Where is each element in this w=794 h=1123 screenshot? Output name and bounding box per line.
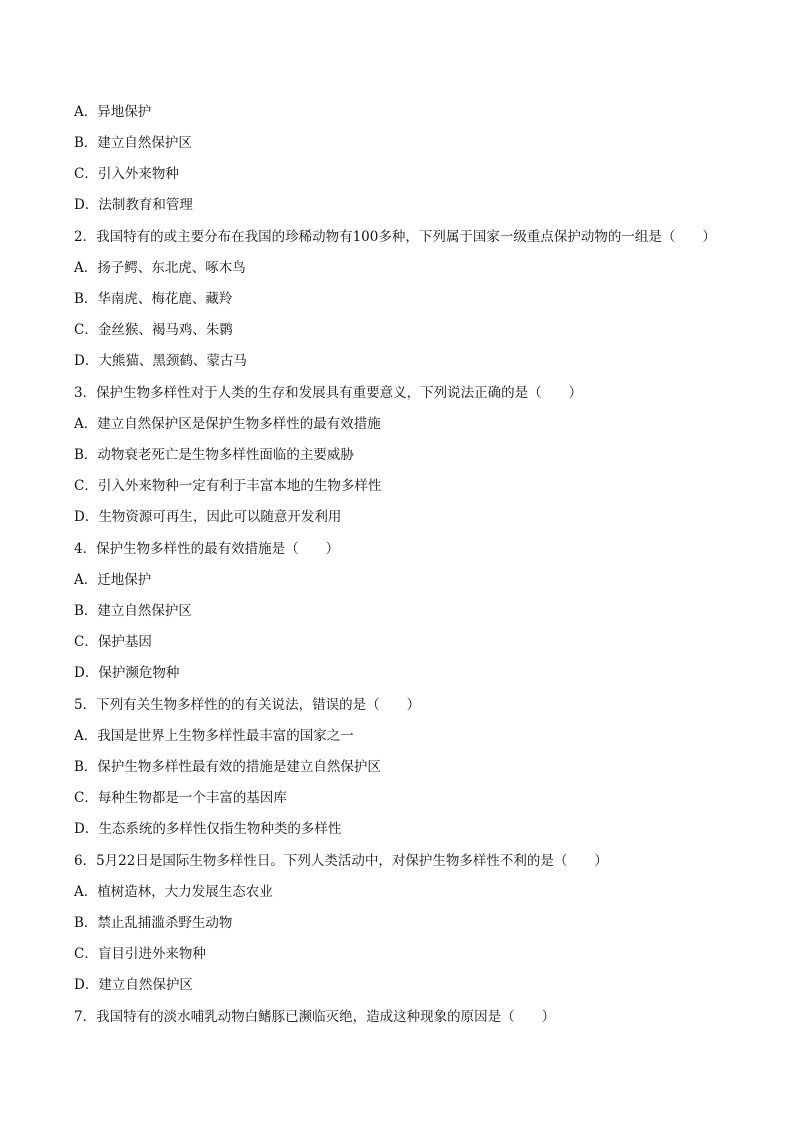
option-q1-c: C．引入外来物种 xyxy=(74,166,179,182)
option-q5-b: B．保护生物多样性最有效的措施是建立自然保护区 xyxy=(74,759,381,775)
option-q4-c: C．保护基因 xyxy=(74,634,152,650)
option-q3-a: A．建立自然保护区是保护生物多样性的最有效措施 xyxy=(74,416,381,432)
option-q4-d: D．保护濒危物种 xyxy=(74,665,180,681)
option-q2-c: C．金丝猴、褐马鸡、朱鹮 xyxy=(74,322,233,338)
option-q6-c: C．盲目引进外来物种 xyxy=(74,946,206,962)
option-q1-b: B．建立自然保护区 xyxy=(74,135,192,151)
option-q2-b: B．华南虎、梅花鹿、藏羚 xyxy=(74,291,233,307)
option-q6-a: A．植树造林，大力发展生态农业 xyxy=(74,884,273,900)
option-q4-a: A．迁地保护 xyxy=(74,572,152,588)
option-q5-c: C．每种生物都是一个丰富的基因库 xyxy=(74,790,287,806)
option-q5-a: A．我国是世界上生物多样性最丰富的国家之一 xyxy=(74,728,354,744)
question-5: 5．下列有关生物多样性的的有关说法，错误的是（ ） xyxy=(74,697,421,713)
question-6: 6．5月22日是国际生物多样性日。下列人类活动中，对保护生物多样性不利的是（ ） xyxy=(74,853,608,869)
option-q1-a: A．异地保护 xyxy=(74,104,152,120)
question-7: 7．我国特有的淡水哺乳动物白鳍豚已濒临灭绝，造成这种现象的原因是（ ） xyxy=(74,1009,556,1025)
question-3: 3．保护生物多样性对于人类的生存和发展具有重要意义，下列说法正确的是（ ） xyxy=(74,385,583,401)
option-q2-d: D．大熊猫、黑颈鹤、蒙古马 xyxy=(74,353,247,369)
option-q4-b: B．建立自然保护区 xyxy=(74,603,192,619)
option-q3-d: D．生物资源可再生，因此可以随意开发利用 xyxy=(74,509,342,525)
option-q1-d: D．法制教育和管理 xyxy=(74,197,193,213)
question-2: 2．我国特有的或主要分布在我国的珍稀动物有100多种，下列属于国家一级重点保护动物的一组是（ ） xyxy=(74,229,716,245)
question-4: 4．保护生物多样性的最有效措施是（ ） xyxy=(74,541,340,557)
option-q6-d: D．建立自然保护区 xyxy=(74,977,193,993)
option-q3-c: C．引入外来物种一定有利于丰富本地的生物多样性 xyxy=(74,478,382,494)
option-q3-b: B．动物衰老死亡是生物多样性面临的主要威胁 xyxy=(74,447,354,463)
option-q5-d: D．生态系统的多样性仅指生物种类的多样性 xyxy=(74,821,342,837)
option-q6-b: B．禁止乱捕滥杀野生动物 xyxy=(74,915,233,931)
option-q2-a: A．扬子鳄、东北虎、啄木鸟 xyxy=(74,260,246,276)
